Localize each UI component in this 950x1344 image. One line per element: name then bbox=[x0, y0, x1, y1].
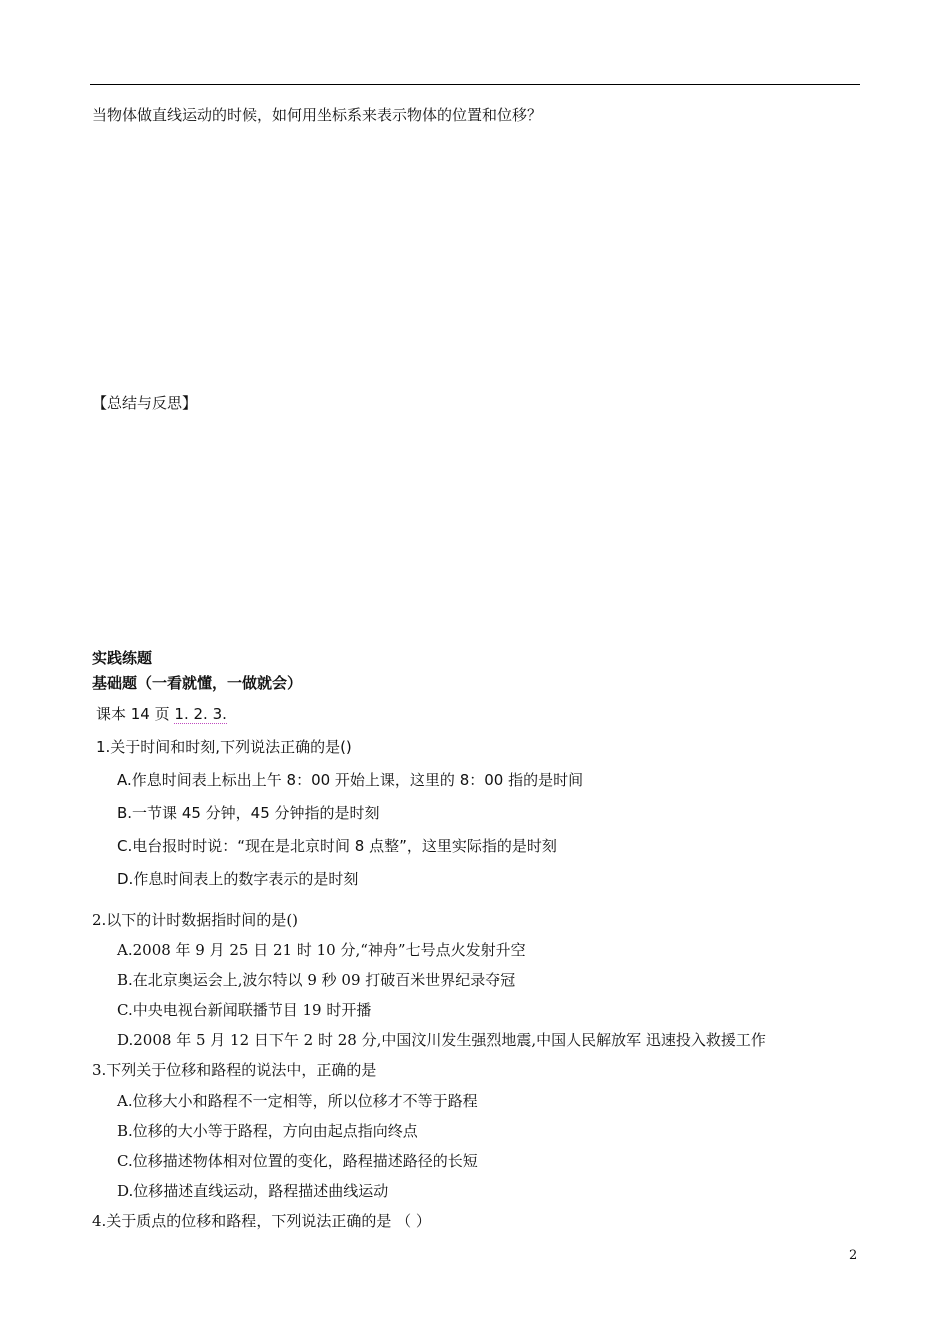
question-2-option-c: C.中央电视台新闻联播节目 19 时开播 bbox=[117, 1001, 372, 1019]
question-2-option-a: A.2008 年 9 月 25 日 21 时 10 分,“神舟”七号点火发射升空 bbox=[117, 941, 526, 959]
practice-subheading: 基础题（一看就懂，一做就会） bbox=[92, 674, 303, 692]
question-3-option-c: C.位移描述物体相对位置的变化，路程描述路径的长短 bbox=[117, 1152, 478, 1170]
intro-question: 当物体做直线运动的时候，如何用坐标系来表示物体的位置和位移？ bbox=[92, 106, 543, 124]
summary-heading: 【总结与反思】 bbox=[92, 394, 198, 412]
textbook-reference bbox=[96, 704, 227, 724]
question-2-option-d: D.2008 年 5 月 12 日下午 2 时 28 分,中国汶川发生强烈地震,中国人民解放军 迅速投入救援工作 bbox=[117, 1031, 766, 1049]
header-rule bbox=[90, 84, 860, 85]
question-2-stem: 2.以下的计时数据指时间的是() bbox=[92, 911, 299, 929]
question-3-option-b: B.位移的大小等于路程，方向由起点指向终点 bbox=[117, 1122, 418, 1140]
textbook-prefix: 课本 14 页 bbox=[96, 705, 175, 723]
question-4-stem: 4.关于质点的位移和路程，下列说法正确的是 （ ） bbox=[92, 1212, 431, 1230]
page-number: 2 bbox=[849, 1248, 858, 1263]
question-3-option-d: D.位移描述直线运动，路程描述曲线运动 bbox=[117, 1182, 389, 1200]
question-1-option-b: B.一节课 45 分钟，45 分钟指的是时刻 bbox=[117, 804, 380, 822]
question-1-option-d: D.作息时间表上的数字表示的是时刻 bbox=[117, 870, 359, 888]
textbook-items: 1. 2. 3. bbox=[174, 705, 227, 723]
question-1-option-c: C.电台报时时说：“现在是北京时间 8 点整”，这里实际指的是时刻 bbox=[117, 837, 557, 855]
question-2-option-b: B.在北京奥运会上,波尔特以 9 秒 09 打破百米世界纪录夺冠 bbox=[117, 971, 516, 989]
practice-heading: 实践练题 bbox=[92, 649, 153, 667]
question-3-option-a: A.位移大小和路程不一定相等，所以位移才不等于路程 bbox=[117, 1092, 478, 1110]
question-1-option-a: A.作息时间表上标出上午 8：00 开始上课，这里的 8：00 指的是时间 bbox=[117, 771, 584, 789]
question-3-stem: 3.下列关于位移和路程的说法中，正确的是 bbox=[92, 1061, 377, 1079]
question-1-stem: 1.关于时间和时刻,下列说法正确的是() bbox=[96, 738, 352, 756]
